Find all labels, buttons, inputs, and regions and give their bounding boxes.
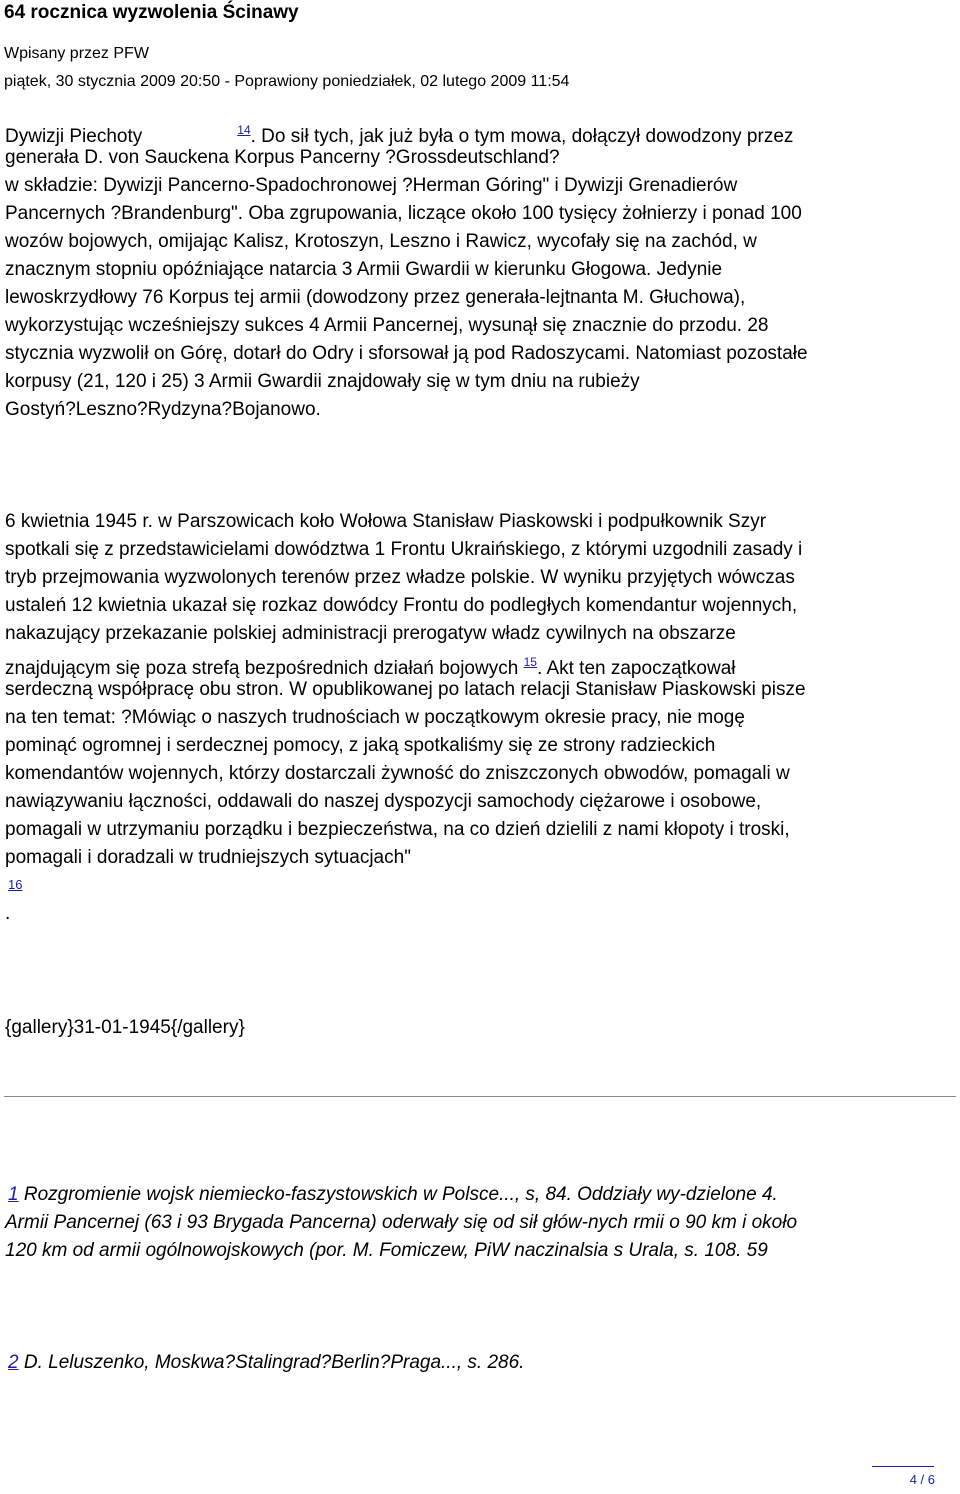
page-number-rule [872, 1466, 934, 1467]
gallery-tag: {gallery}31-01-1945{/gallery} [5, 1017, 245, 1038]
text-segment: Dywizji Piechoty [5, 126, 143, 147]
text-line: Pancernych ?Brandenburg". Oba zgrupowania, liczące około 100 tysięcy żołnierzy i ponad 100 [5, 203, 802, 224]
text-line: korpusy (21, 120 i 25) 3 Armii Gwardii znajdowały się w tym dniu na rubieży [5, 371, 640, 392]
footnote-separator [4, 1096, 956, 1097]
footnote-2-number[interactable]: 2 [8, 1352, 19, 1373]
footnote-ref-16-line [8, 872, 22, 896]
text-line: znacznym stopniu opóźniające natarcia 3 Armii Gwardii w kierunku Głogowa. Jedynie [5, 259, 723, 280]
text-line: serdeczną współpracę obu stron. W opublikowanej po latach relacji Stanisław Piaskowski pisze [5, 679, 806, 700]
text-segment: . Do sił tych, jak już była o tym mowa, dołączył dowodzony przez [250, 126, 794, 147]
text-line: tryb przejmowania wyzwolonych terenów przez władze polskie. W wyniku przyjętych wówczas [5, 567, 795, 588]
text-line: pominąć ogromnej i serdecznej pomocy, z jaką spotkaliśmy się ze strony radzieckich [5, 735, 716, 756]
footnote-text: Rozgromienie wojsk niemiecko-faszystowskich w Polsce..., s, 84. Oddziały wy-dzielone 4. [18, 1184, 778, 1205]
text-line: spotkali się z przedstawicielami dowództwa 1 Frontu Ukraińskiego, z którymi uzgodnili zasady i [5, 539, 803, 560]
footnote-1 [5, 1183, 778, 1207]
page-title: 64 rocznica wyzwolenia Ścinawy [4, 2, 299, 23]
footnote-ref-14[interactable]: 14 [237, 123, 251, 137]
text-line: w składzie: Dywizji Pancerno-Spadochronowej ?Herman Góring" i Dywizji Grenadierów [5, 175, 738, 196]
text-segment: . Akt ten zapoczątkował [536, 658, 736, 679]
text-line: wozów bojowych, omijając Kalisz, Krotoszyn, Leszno i Rawicz, wycofały się na zachód, w [5, 231, 757, 252]
page-number: 4 / 6 [909, 1472, 935, 1487]
text-line: 6 kwietnia 1945 r. w Parszowicach koło Wołowa Stanisław Piaskowski i podpułkownik Szyr [5, 511, 767, 532]
text-line: stycznia wyzwolił on Górę, dotarł do Odry i sforsował ją pod Radoszycami. Natomiast pozostałe [5, 343, 808, 364]
text-line: generała D. von Sauckena Korpus Pancerny ?Grossdeutschland? [5, 147, 560, 168]
footnote-1-number[interactable]: 1 [8, 1184, 19, 1205]
footnote-1-line-2: Armii Pancernej (63 i 93 Brygada Pancerna) oderwały się od sił głów-nych rmii o 90 km i około [5, 1212, 798, 1233]
date-line: piątek, 30 stycznia 2009 20:50 - Poprawiony poniedziałek, 02 lutego 2009 11:54 [4, 73, 570, 90]
text-line [5, 118, 794, 147]
text-line: nawiązywaniu łączności, oddawali do naszej dyspozycji samochody ciężarowe i osobowe, [5, 791, 762, 812]
text-line: Gostyń?Leszno?Rydzyna?Bojanowo. [5, 399, 321, 420]
text-line: ustaleń 12 kwietnia ukazał się rozkaz dowódcy Frontu do podległych komendantur wojennych, [5, 595, 798, 616]
text-line: lewoskrzydłowy 76 Korpus tej armii (dowodzony przez generała-lejtnanta M. Głuchowa), [5, 287, 746, 308]
text-line [5, 650, 736, 679]
text-line: pomagali w utrzymaniu porządku i bezpieczeństwa, na co dzień dzielili z nami kłopoty i troski, [5, 819, 790, 840]
text-line: . [5, 903, 11, 924]
text-line: na ten temat: ?Mówiąc o naszych trudnościach w początkowym okresie pracy, nie mogę [5, 707, 745, 728]
footnote-ref-15[interactable]: 15 [523, 655, 537, 669]
footnote-2 [5, 1351, 524, 1375]
footnote-text: D. Leluszenko, Moskwa?Stalingrad?Berlin?Praga..., s. 286. [18, 1352, 525, 1373]
author-line: Wpisany przez PFW [4, 45, 149, 62]
footnote-1-line-3: 120 km od armii ogólnowojskowych (por. M. Fomiczew, PiW naczinalsia s Urala, s. 108. 59 [5, 1240, 768, 1261]
text-segment: znajdującym się poza strefą bezpośrednich działań bojowych [5, 658, 519, 679]
text-line: pomagali i doradzali w trudniejszych sytuacjach" [5, 847, 411, 868]
text-line: komendantów wojennych, którzy dostarczali żywność do zniszczonych obwodów, pomagali w [5, 763, 790, 784]
text-line: nakazujący przekazanie polskiej administracji prerogatyw władz cywilnych na obszarze [5, 623, 736, 644]
text-line: wykorzystując wcześniejszy sukces 4 Armii Pancernej, wysunął się znacznie do przodu. 28 [5, 315, 769, 336]
footnote-ref-16[interactable]: 16 [8, 877, 23, 892]
